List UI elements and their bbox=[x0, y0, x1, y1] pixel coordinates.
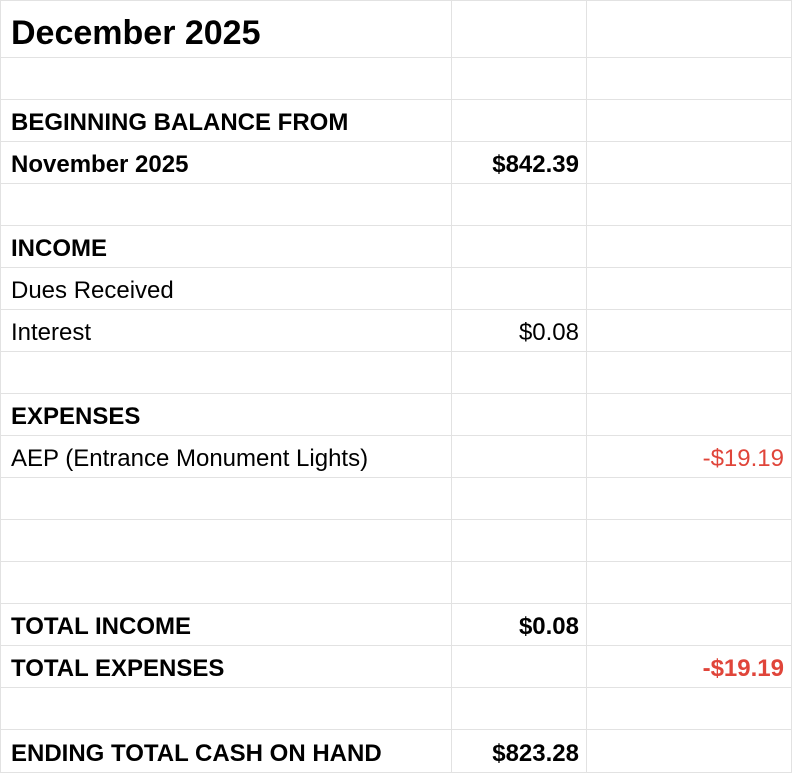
cell[interactable] bbox=[587, 394, 792, 436]
income-heading[interactable]: INCOME bbox=[1, 226, 452, 268]
cell[interactable] bbox=[452, 100, 587, 142]
cell[interactable] bbox=[452, 436, 587, 478]
cell[interactable] bbox=[452, 520, 587, 562]
blank-row bbox=[1, 352, 792, 394]
cell[interactable] bbox=[452, 646, 587, 688]
expense-item-amount[interactable]: -$19.19 bbox=[587, 436, 792, 478]
cell[interactable] bbox=[1, 352, 452, 394]
beginning-balance-month[interactable]: November 2025 bbox=[1, 142, 452, 184]
cell[interactable] bbox=[587, 100, 792, 142]
cell[interactable] bbox=[452, 394, 587, 436]
ending-total-amount[interactable]: $823.28 bbox=[452, 730, 587, 773]
cell[interactable] bbox=[587, 604, 792, 646]
cell[interactable] bbox=[452, 226, 587, 268]
cell[interactable] bbox=[587, 478, 792, 520]
total-expenses-row bbox=[1, 646, 792, 688]
income-item-label[interactable]: Interest bbox=[1, 310, 452, 352]
beginning-balance-amount[interactable]: $842.39 bbox=[452, 142, 587, 184]
blank-row bbox=[1, 478, 792, 520]
cell[interactable] bbox=[587, 310, 792, 352]
cell[interactable] bbox=[452, 478, 587, 520]
total-income-row bbox=[1, 604, 792, 646]
total-expenses-amount[interactable]: -$19.19 bbox=[587, 646, 792, 688]
income-item-label[interactable]: Dues Received bbox=[1, 268, 452, 310]
cell[interactable] bbox=[452, 688, 587, 730]
expense-item-row bbox=[1, 436, 792, 478]
cell[interactable] bbox=[587, 184, 792, 226]
cell[interactable] bbox=[1, 184, 452, 226]
cell[interactable] bbox=[452, 184, 587, 226]
cell[interactable] bbox=[587, 352, 792, 394]
beginning-balance-label[interactable]: BEGINNING BALANCE FROM bbox=[1, 100, 452, 142]
cell[interactable] bbox=[587, 226, 792, 268]
income-item-amount[interactable] bbox=[452, 268, 587, 310]
income-item-amount[interactable]: $0.08 bbox=[452, 310, 587, 352]
title-row bbox=[1, 1, 792, 58]
cell[interactable] bbox=[587, 730, 792, 773]
blank-row bbox=[1, 688, 792, 730]
cell[interactable] bbox=[1, 688, 452, 730]
ending-total-row bbox=[1, 730, 792, 773]
income-item-row bbox=[1, 268, 792, 310]
cell[interactable] bbox=[587, 688, 792, 730]
income-heading-row bbox=[1, 226, 792, 268]
sheet-title[interactable]: December 2025 bbox=[1, 1, 452, 58]
cell[interactable] bbox=[587, 520, 792, 562]
total-income-label[interactable]: TOTAL INCOME bbox=[1, 604, 452, 646]
cell[interactable] bbox=[1, 58, 452, 100]
expenses-heading-row bbox=[1, 394, 792, 436]
income-item-row bbox=[1, 310, 792, 352]
total-income-amount[interactable]: $0.08 bbox=[452, 604, 587, 646]
beginning-balance-row-2 bbox=[1, 142, 792, 184]
blank-row bbox=[1, 184, 792, 226]
blank-row bbox=[1, 58, 792, 100]
cell[interactable] bbox=[1, 520, 452, 562]
cell[interactable] bbox=[1, 562, 452, 604]
cell[interactable] bbox=[587, 1, 792, 58]
cell[interactable] bbox=[1, 478, 452, 520]
cell[interactable] bbox=[452, 58, 587, 100]
cell[interactable] bbox=[452, 1, 587, 58]
ending-total-label[interactable]: ENDING TOTAL CASH ON HAND bbox=[1, 730, 452, 773]
total-expenses-label[interactable]: TOTAL EXPENSES bbox=[1, 646, 452, 688]
beginning-balance-row-1 bbox=[1, 100, 792, 142]
cell[interactable] bbox=[587, 58, 792, 100]
expense-item-label[interactable]: AEP (Entrance Monument Lights) bbox=[1, 436, 452, 478]
cell[interactable] bbox=[587, 142, 792, 184]
cell[interactable] bbox=[587, 562, 792, 604]
blank-row bbox=[1, 562, 792, 604]
cell[interactable] bbox=[452, 562, 587, 604]
cell[interactable] bbox=[587, 268, 792, 310]
expenses-heading[interactable]: EXPENSES bbox=[1, 394, 452, 436]
cell[interactable] bbox=[452, 352, 587, 394]
blank-row bbox=[1, 520, 792, 562]
